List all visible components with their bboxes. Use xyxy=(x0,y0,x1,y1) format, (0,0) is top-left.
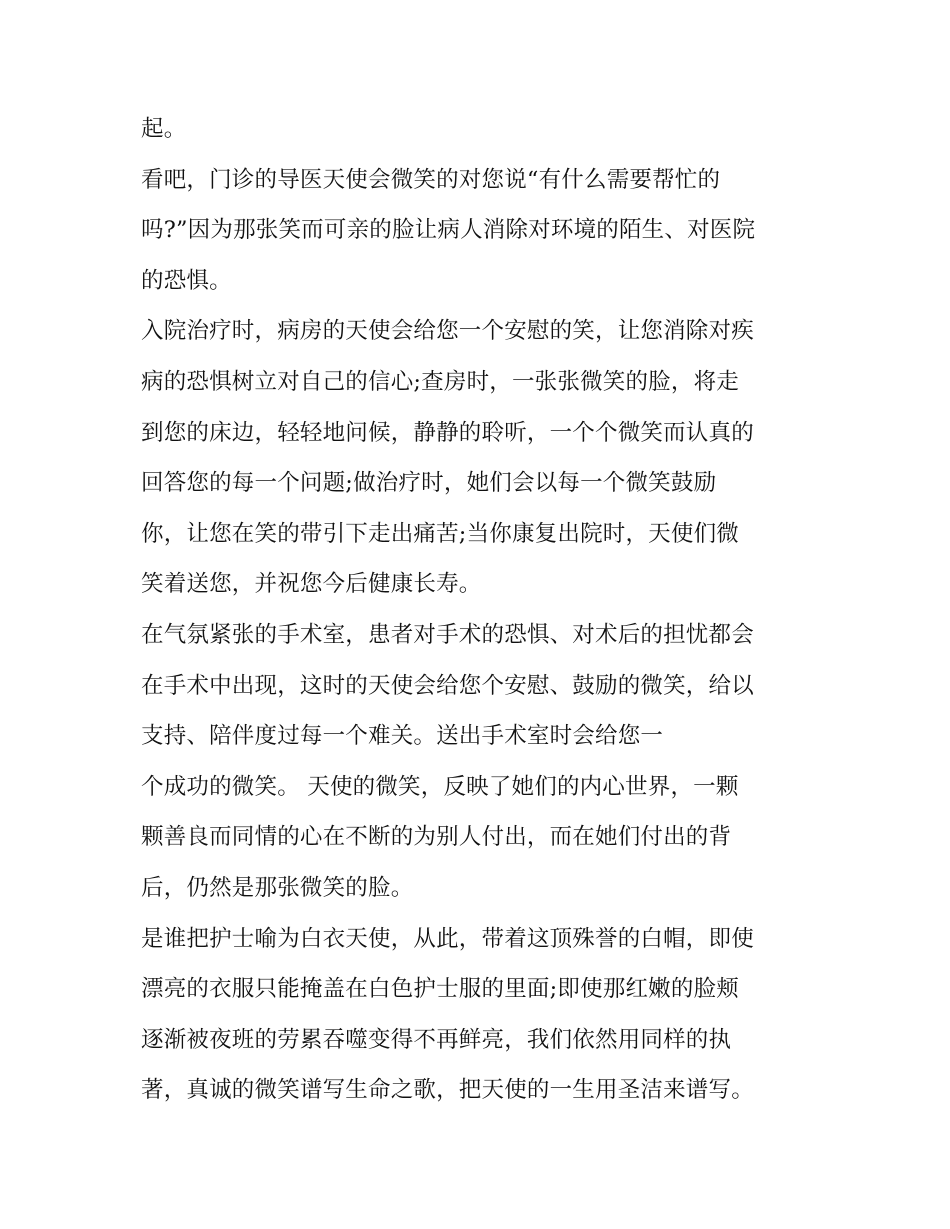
text-line: 在气氛紧张的手术室，患者对手术的恐惧、对术后的担忧都会 xyxy=(141,621,754,648)
text-line: 著，真诚的微笑谱写生命之歌，把天使的一生用圣洁来谱写。 xyxy=(141,1077,754,1104)
text-line: 漂亮的衣服只能掩盖在白色护士服的里面;即使那红嫩的脸颊 xyxy=(141,976,739,1003)
text-line: 是谁把护士喻为白衣天使，从此，带着这顶殊誉的白帽，即使 xyxy=(141,925,754,952)
text-line: 个成功的微笑。 天使的微笑，反映了她们的内心世界，一颗 xyxy=(141,773,739,800)
text-line: 笑着送您，并祝您今后健康长寿。 xyxy=(141,571,482,598)
text-line: 支持、陪伴度过每一个难关。送出手术室时会给您一 xyxy=(141,723,664,750)
text-line: 逐渐被夜班的劳累吞噬变得不再鲜亮，我们依然用同样的执 xyxy=(141,1026,732,1053)
text-line: 到您的床边，轻轻地问候，静静的聆听，一个个微笑而认真的 xyxy=(141,419,754,446)
text-line: 颗善良而同情的心在不断的为别人付出，而在她们付出的背 xyxy=(141,824,732,851)
text-line: 病的恐惧树立对自己的信心;查房时，一张张微笑的脸，将走 xyxy=(141,368,739,395)
text-line: 吗?”因为那张笑而可亲的脸让病人消除对环境的陌生、对医院 xyxy=(141,217,756,244)
text-line: 的恐惧。 xyxy=(141,267,232,294)
text-line: 看吧，门诊的导医天使会微笑的对您说“有什么需要帮忙的 xyxy=(141,166,721,193)
document-body xyxy=(141,104,831,1116)
text-line: 入院治疗时，病房的天使会给您一个安慰的笑，让您消除对疾 xyxy=(141,318,754,345)
text-line: 后，仍然是那张微笑的脸。 xyxy=(141,874,414,901)
text-line: 在手术中出现，这时的天使会给您个安慰、鼓励的微笑，给以 xyxy=(141,672,754,699)
text-line: 起。 xyxy=(141,116,187,142)
text-line: 回答您的每一个问题;做治疗时，她们会以每一个微笑鼓励 xyxy=(141,470,717,497)
text-line: 你，让您在笑的带引下走出痛苦;当你康复出院时，天使们微 xyxy=(141,520,739,547)
